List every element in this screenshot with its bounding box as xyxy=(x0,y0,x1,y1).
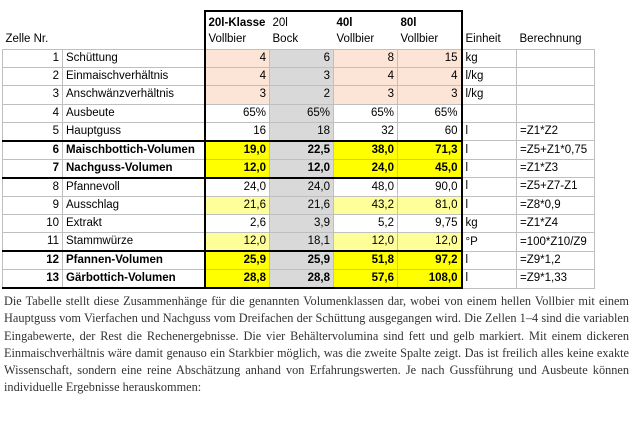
row-number: 3 xyxy=(3,86,63,104)
spreadsheet-table xyxy=(2,10,595,289)
blank-cell xyxy=(462,11,517,31)
table-row xyxy=(3,270,595,288)
value-cell: 12,0 xyxy=(205,233,270,251)
row-number: 9 xyxy=(3,196,63,214)
value-cell: 19,0 xyxy=(205,141,270,159)
formula-cell xyxy=(517,86,595,104)
unit-cell: l xyxy=(462,141,517,159)
value-cell: 15 xyxy=(398,49,462,67)
value-cell: 21,6 xyxy=(270,196,334,214)
table-row xyxy=(3,233,595,251)
table-row xyxy=(3,86,595,104)
value-cell: 16 xyxy=(205,123,270,141)
table-row xyxy=(3,159,595,177)
table-row xyxy=(3,123,595,141)
row-number: 11 xyxy=(3,233,63,251)
row-number: 4 xyxy=(3,104,63,122)
formula-cell: =Z1*Z3 xyxy=(517,159,595,177)
formula-cell: =Z5+Z7-Z1 xyxy=(517,178,595,196)
value-cell: 38,0 xyxy=(334,141,398,159)
value-cell: 28,8 xyxy=(270,270,334,288)
table-row xyxy=(3,215,595,233)
row-label: Pfannevoll xyxy=(63,178,205,196)
header-nr: Zelle Nr. xyxy=(5,33,49,46)
row-number: 5 xyxy=(3,123,63,141)
value-cell: 8 xyxy=(334,49,398,67)
value-cell: 6 xyxy=(270,49,334,67)
value-cell: 71,3 xyxy=(398,141,462,159)
row-number: 1 xyxy=(3,49,63,67)
unit-cell: °P xyxy=(462,233,517,251)
value-cell: 65% xyxy=(334,104,398,122)
value-cell: 21,6 xyxy=(205,196,270,214)
value-cell: 24,0 xyxy=(205,178,270,196)
value-cell: 65% xyxy=(398,104,462,122)
formula-cell xyxy=(517,67,595,85)
row-label: Einmaischverhältnis xyxy=(63,67,205,85)
value-cell: 12,0 xyxy=(334,233,398,251)
table-row xyxy=(3,67,595,85)
value-cell: 57,6 xyxy=(334,270,398,288)
value-cell: 90,0 xyxy=(398,178,462,196)
header-col4-top: 80l xyxy=(398,11,462,31)
header-col1-top: 20l-Klasse xyxy=(205,11,270,31)
row-label: Pfannen-Volumen xyxy=(63,251,205,269)
unit-cell: l xyxy=(462,196,517,214)
value-cell: 3 xyxy=(398,86,462,104)
value-cell: 25,9 xyxy=(270,251,334,269)
value-cell: 5,2 xyxy=(334,215,398,233)
value-cell: 2 xyxy=(270,86,334,104)
value-cell: 97,2 xyxy=(398,251,462,269)
header-col1-bottom: Vollbier xyxy=(205,31,270,49)
value-cell: 4 xyxy=(205,49,270,67)
value-cell: 24,0 xyxy=(270,178,334,196)
table-body xyxy=(3,49,595,288)
unit-cell xyxy=(462,104,517,122)
table-row xyxy=(3,104,595,122)
unit-cell: l xyxy=(462,159,517,177)
unit-cell: kg xyxy=(462,215,517,233)
formula-cell: =Z5+Z1*0,75 xyxy=(517,141,595,159)
header-unit: Einheit xyxy=(465,33,501,46)
value-cell: 4 xyxy=(334,67,398,85)
unit-cell: l/kg xyxy=(462,86,517,104)
value-cell: 3 xyxy=(334,86,398,104)
value-cell: 9,75 xyxy=(398,215,462,233)
value-cell: 3 xyxy=(270,67,334,85)
unit-cell: l xyxy=(462,178,517,196)
formula-cell: =Z1*Z2 xyxy=(517,123,595,141)
unit-cell: l xyxy=(462,251,517,269)
blank-cell xyxy=(517,11,595,31)
value-cell: 12,0 xyxy=(398,233,462,251)
value-cell: 28,8 xyxy=(205,270,270,288)
header-calc: Berechnung xyxy=(519,33,582,46)
value-cell: 3,9 xyxy=(270,215,334,233)
formula-cell: =Z9*1,2 xyxy=(517,251,595,269)
row-number: 10 xyxy=(3,215,63,233)
header-col3-top: 40l xyxy=(334,11,398,31)
blank-cell xyxy=(3,11,63,31)
table-row xyxy=(3,49,595,67)
table-row xyxy=(3,196,595,214)
value-cell: 32 xyxy=(334,123,398,141)
unit-cell: l xyxy=(462,270,517,288)
value-cell: 25,9 xyxy=(205,251,270,269)
row-label: Schüttung xyxy=(63,49,205,67)
row-label: Ausbeute xyxy=(63,104,205,122)
formula-cell: =Z8*0,9 xyxy=(517,196,595,214)
unit-cell: l xyxy=(462,123,517,141)
value-cell: 3 xyxy=(205,86,270,104)
value-cell: 2,6 xyxy=(205,215,270,233)
value-cell: 45,0 xyxy=(398,159,462,177)
value-cell: 43,2 xyxy=(334,196,398,214)
row-label: Anschwänzverhältnis xyxy=(63,86,205,104)
row-number: 2 xyxy=(3,67,63,85)
row-label: Extrakt xyxy=(63,215,205,233)
value-cell: 12,0 xyxy=(205,159,270,177)
value-cell: 18 xyxy=(270,123,334,141)
row-label: Maischbottich-Volumen xyxy=(63,141,205,159)
table-row xyxy=(3,141,595,159)
description-paragraph: Die Tabelle stellt diese Zusammenhänge für die genannten Volumenklassen dar, wobei von einem hellen Vollbier mit einem Hauptguss vom Vierfachen und Nachguss vom Dreifachen der Schüttung ausgegangen wird. Die Zellen 1–4 sind die variablen Eingabewerte, der Rest die Rechenergebnisse. Die vier Behältervolumina sind fett und gelb markiert. Mit einem dickeren Einmaischverhältnis wäre damit genauso ein Starkbier möglich, was die zweite Spalte zeigt. Das ist freilich alles keine exakte Wissenschaft, sondern eine reine Abschätzung anhand von Erfahrungswerten. Je nach Gussführung und Ausbeute können individuelle Ergebnisse herauskommen: xyxy=(4,294,629,395)
blank-cell xyxy=(63,31,205,49)
value-cell: 48,0 xyxy=(334,178,398,196)
value-cell: 51,8 xyxy=(334,251,398,269)
value-cell: 24,0 xyxy=(334,159,398,177)
blank-cell xyxy=(63,11,205,31)
table-row xyxy=(3,251,595,269)
value-cell: 18,1 xyxy=(270,233,334,251)
header-col4-bottom: Vollbier xyxy=(398,31,462,49)
value-cell: 81,0 xyxy=(398,196,462,214)
header-col2-bottom: Bock xyxy=(272,33,299,46)
row-label: Stammwürze xyxy=(63,233,205,251)
row-label: Hauptguss xyxy=(63,123,205,141)
row-number: 7 xyxy=(3,159,63,177)
value-cell: 60 xyxy=(398,123,462,141)
row-label: Gärbottich-Volumen xyxy=(63,270,205,288)
row-number: 6 xyxy=(3,141,63,159)
row-label: Ausschlag xyxy=(63,196,205,214)
row-number: 13 xyxy=(3,270,63,288)
formula-cell: =Z1*Z4 xyxy=(517,215,595,233)
value-cell: 12,0 xyxy=(270,159,334,177)
row-number: 8 xyxy=(3,178,63,196)
value-cell: 108,0 xyxy=(398,270,462,288)
formula-cell: =100*Z10/Z9 xyxy=(517,233,595,251)
value-cell: 65% xyxy=(270,104,334,122)
formula-cell xyxy=(517,49,595,67)
value-cell: 4 xyxy=(205,67,270,85)
row-label: Nachguss-Volumen xyxy=(63,159,205,177)
header-col3-bottom: Vollbier xyxy=(336,33,375,46)
value-cell: 4 xyxy=(398,67,462,85)
header-col2-top: 20l xyxy=(270,11,334,31)
formula-cell: =Z9*1,33 xyxy=(517,270,595,288)
formula-cell xyxy=(517,104,595,122)
unit-cell: kg xyxy=(462,49,517,67)
table-row xyxy=(3,178,595,196)
unit-cell: l/kg xyxy=(462,67,517,85)
value-cell: 22,5 xyxy=(270,141,334,159)
row-number: 12 xyxy=(3,251,63,269)
value-cell: 65% xyxy=(205,104,270,122)
